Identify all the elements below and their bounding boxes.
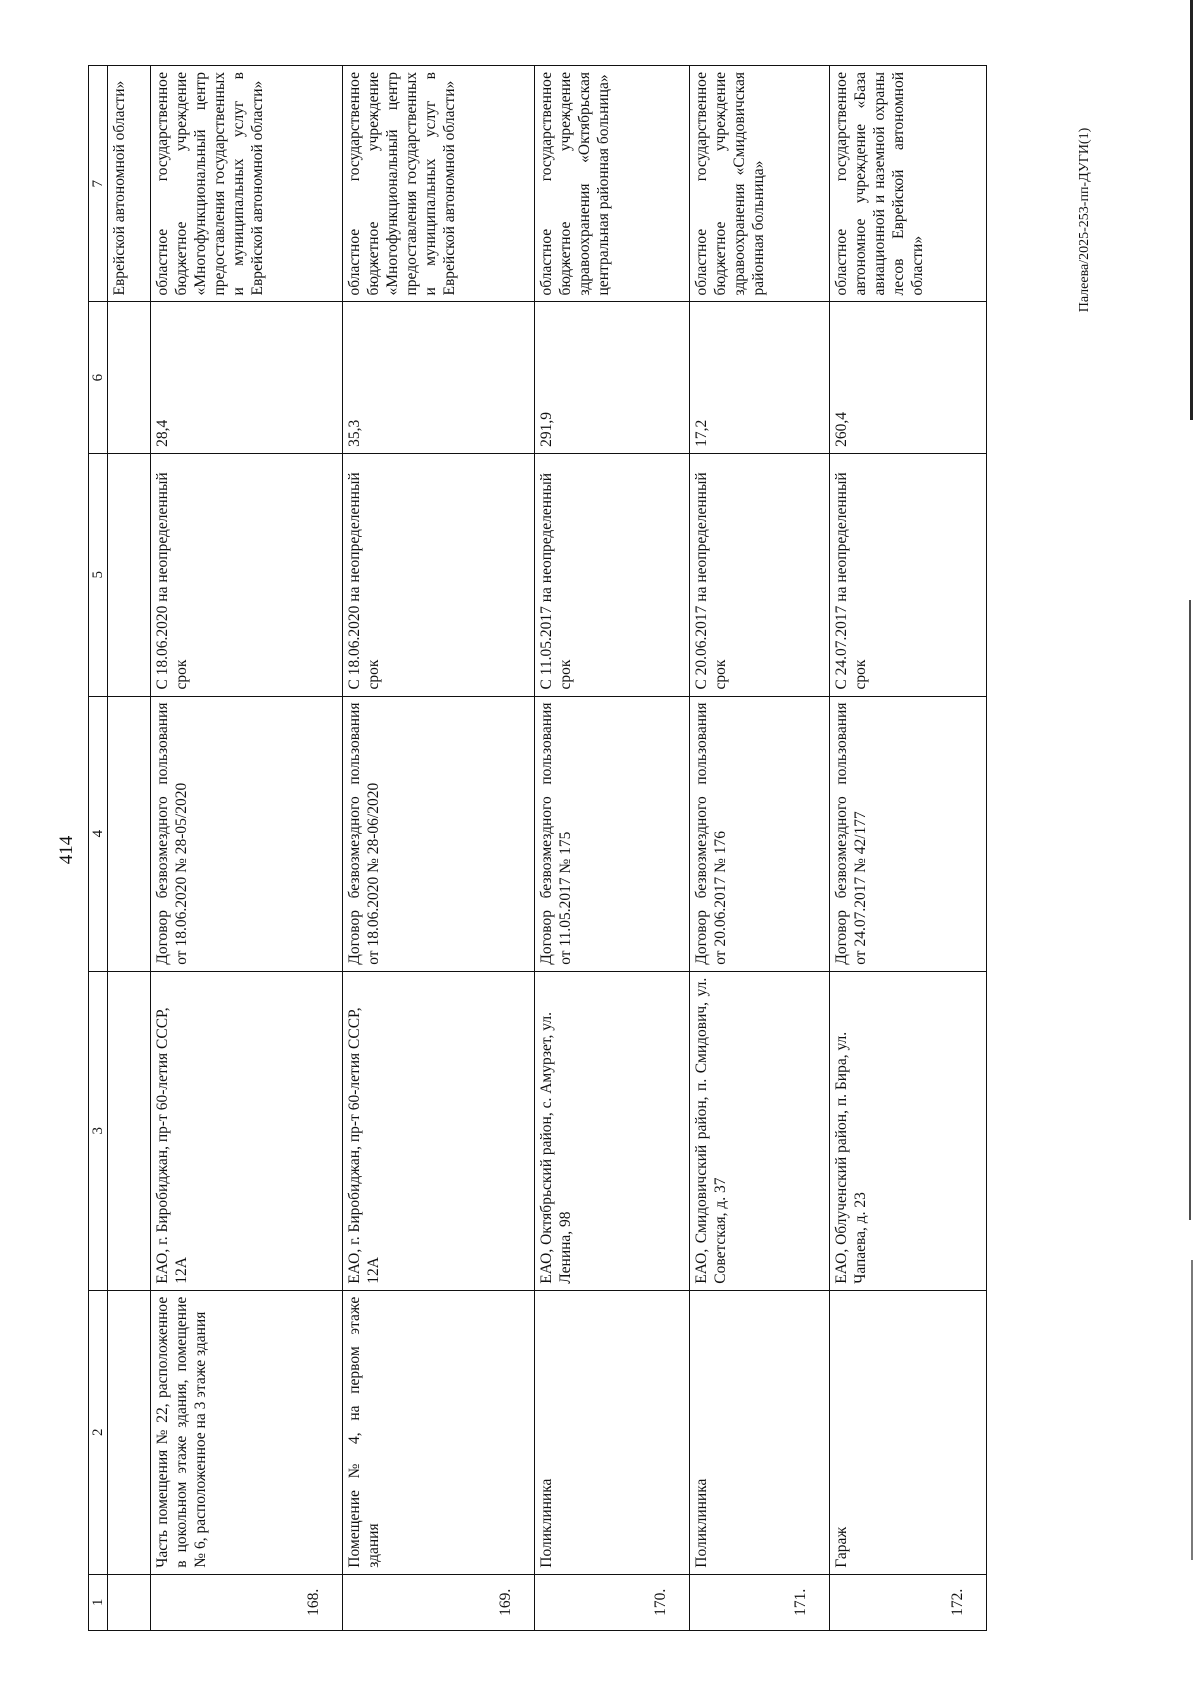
cell-holder: областное государственное бюджетное учреждение здравоохранения «Смидовичская районная больница» <box>690 66 830 302</box>
scan-artifact-right-edge <box>1190 0 1193 420</box>
column-header-6: 6 <box>89 302 108 453</box>
cell-address: ЕАО, Октябрьский район, с. Амурзет, ул. Ленина, 98 <box>535 971 690 1290</box>
cell-area: 260,4 <box>830 302 987 453</box>
cell-address: ЕАО, Смидовичский район, п. Смидович, ул. Советская, д. 37 <box>690 971 830 1290</box>
table-row <box>343 66 535 1631</box>
cell-agreement: Договор безвозмездного пользования от 18.06.2020 № 28-06/2020 <box>343 696 535 971</box>
cell-term: С 20.06.2017 на неопределенный срок <box>690 453 830 696</box>
cell-area: 17,2 <box>690 302 830 453</box>
table-row <box>151 66 343 1631</box>
cell-num: 171. <box>690 1574 830 1630</box>
rotated-sheet <box>88 65 1048 1631</box>
cell-num: 170. <box>535 1574 690 1630</box>
cell-num: 168. <box>151 1574 343 1630</box>
cell-term: С 11.05.2017 на неопределенный срок <box>535 453 690 696</box>
cell-name: Часть помещения № 22, расположенное в цокольном этаже здания, помещение № 6, расположенное на 3 этаже здания <box>151 1290 343 1574</box>
cell-term <box>108 453 151 696</box>
cell-agreement: Договор безвозмездного пользования от 24.07.2017 № 42/177 <box>830 696 987 971</box>
column-header-3: 3 <box>89 971 108 1290</box>
cell-holder: Еврейской автономной области» <box>108 66 151 302</box>
cell-term: С 18.06.2020 на неопределенный срок <box>151 453 343 696</box>
cell-address: ЕАО, Облученский район, п. Бира, ул. Чапаева, д. 23 <box>830 971 987 1290</box>
cell-area: 28,4 <box>151 302 343 453</box>
table-row <box>535 66 690 1631</box>
cell-num: 172. <box>830 1574 987 1630</box>
page-number: 414 <box>56 835 77 865</box>
cell-name: Поликлиника <box>535 1290 690 1574</box>
cell-area: 291,9 <box>535 302 690 453</box>
scan-artifact-right-edge <box>1189 600 1191 1220</box>
table-frame <box>88 65 1048 1631</box>
column-header-4: 4 <box>89 696 108 971</box>
cell-holder: областное государственное бюджетное учреждение «Многофункциональный центр предоставления государственных и муниципальных услуг в Еврейской автономной области» <box>343 66 535 302</box>
cell-name: Гараж <box>830 1290 987 1574</box>
table-row-continuation <box>108 66 151 1631</box>
cell-address: ЕАО, г. Биробиджан, пр-т 60-летия СССР, 12А <box>151 971 343 1290</box>
property-table <box>88 65 987 1631</box>
column-header-2: 2 <box>89 1290 108 1574</box>
cell-name: Помещение № 4, на первом этаже здания <box>343 1290 535 1574</box>
scan-artifact-right-edge <box>1191 1260 1193 1560</box>
document-code: Палеева/2025-253-пп-ДУГИ(1) <box>1077 127 1092 313</box>
cell-holder: областное государственное автономное учреждение «База авиационной и наземной охраны лесов Еврейской автономной области» <box>830 66 987 302</box>
column-header-7: 7 <box>89 66 108 302</box>
table-row <box>690 66 830 1631</box>
cell-num <box>108 1574 151 1630</box>
cell-agreement: Договор безвозмездного пользования от 11.05.2017 № 175 <box>535 696 690 971</box>
cell-address: ЕАО, г. Биробиджан, пр-т 60-летия СССР, 12А <box>343 971 535 1290</box>
cell-num: 169. <box>343 1574 535 1630</box>
cell-term: С 24.07.2017 на неопределенный срок <box>830 453 987 696</box>
column-header-1: 1 <box>89 1574 108 1630</box>
cell-address <box>108 971 151 1290</box>
column-header-5: 5 <box>89 453 108 696</box>
cell-holder: областное государственное бюджетное учреждение «Многофункциональный центр предоставления государственных и муниципальных услуг в Еврейской автономной области» <box>151 66 343 302</box>
cell-name <box>108 1290 151 1574</box>
cell-area: 35,3 <box>343 302 535 453</box>
table-header-row <box>89 66 108 1631</box>
cell-name: Поликлиника <box>690 1290 830 1574</box>
cell-agreement <box>108 696 151 971</box>
table-row <box>830 66 987 1631</box>
cell-agreement: Договор безвозмездного пользования от 18.06.2020 № 28-05/2020 <box>151 696 343 971</box>
cell-holder: областное государственное бюджетное учреждение здравоохранения «Октябрьская центральная районная больница» <box>535 66 690 302</box>
cell-area <box>108 302 151 453</box>
cell-term: С 18.06.2020 на неопределенный срок <box>343 453 535 696</box>
cell-agreement: Договор безвозмездного пользования от 20.06.2017 № 176 <box>690 696 830 971</box>
